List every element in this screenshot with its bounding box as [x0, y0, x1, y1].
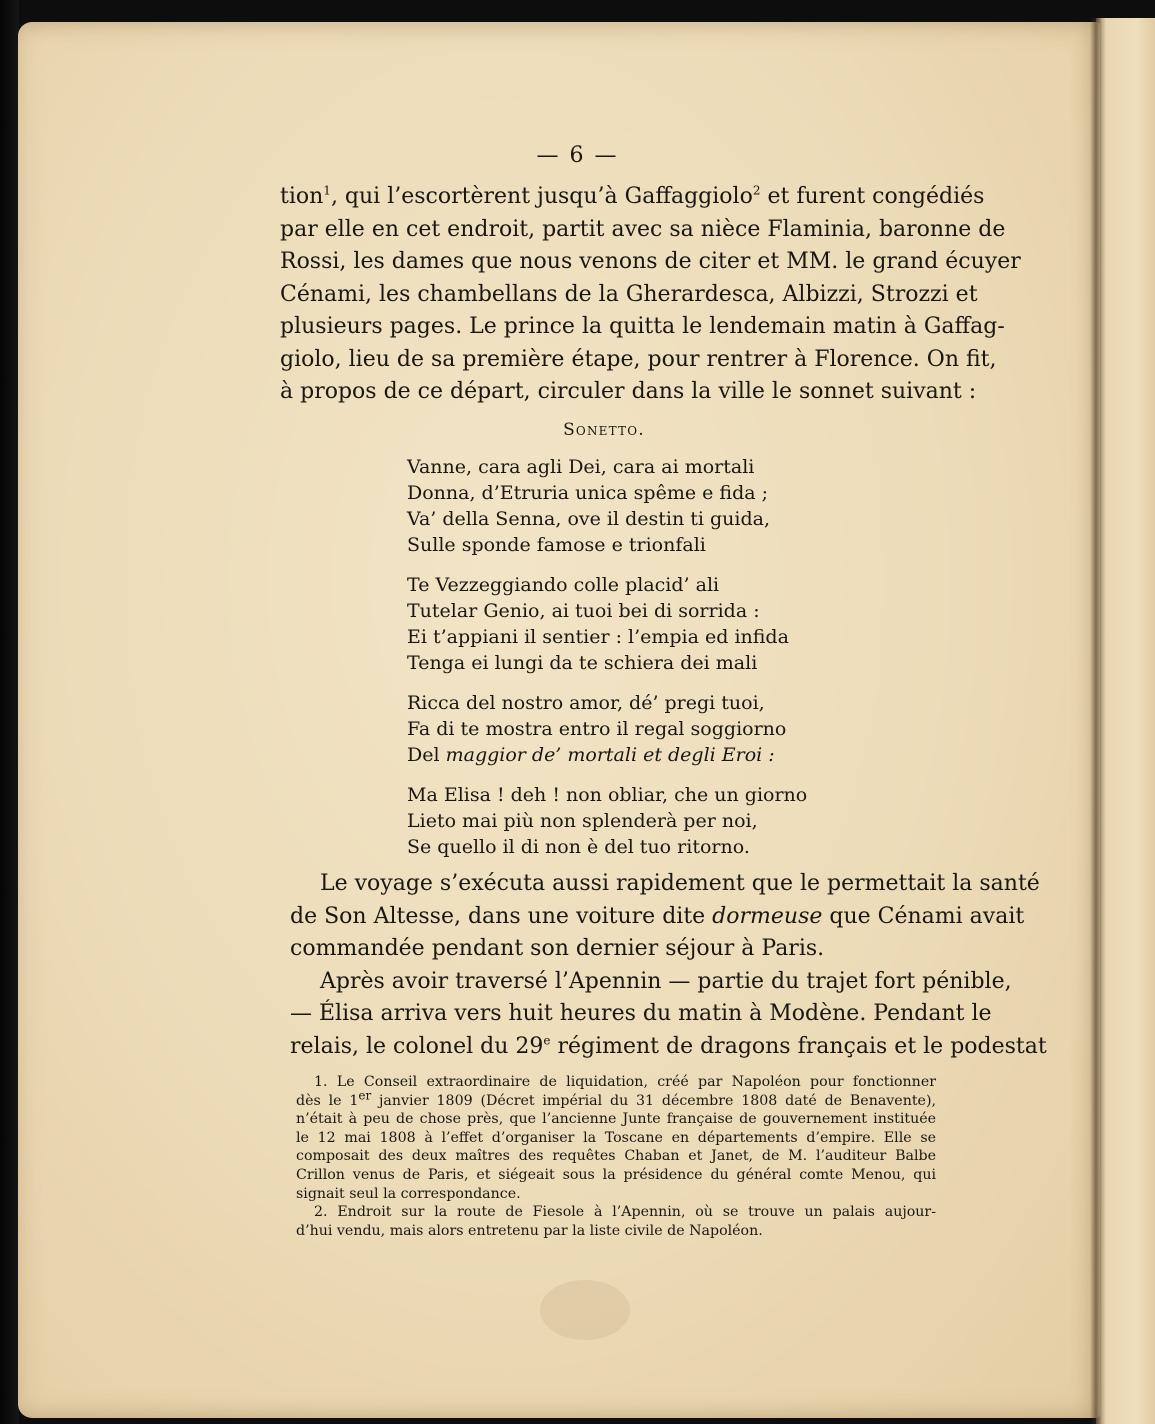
- footnote-ref-2[interactable]: 2: [752, 183, 761, 198]
- text-line: par elle en cet endroit, partit avec sa nièce Flaminia, baronne de: [280, 216, 1006, 242]
- stanza-3: [407, 690, 827, 768]
- italic-term: dormeuse: [712, 903, 823, 929]
- paper-stain: [540, 1280, 630, 1340]
- text-line: Après avoir traversé l’Apennin — partie du trajet fort pénible,: [320, 968, 1012, 994]
- stanza-2: [407, 572, 827, 676]
- text-line: giolo, lieu de sa première étape, pour rentrer à Florence. On fit,: [280, 346, 997, 372]
- footnote-line: signait seul la correspondance.: [296, 1185, 521, 1202]
- footnote-ref-1[interactable]: 1: [323, 183, 331, 198]
- footnotes: [296, 1073, 936, 1240]
- sonnet: [407, 454, 827, 874]
- footnote-line: le 12 mai 1808 à l’effet d’organiser la Toscane en départements d’empire. Elle se: [296, 1129, 936, 1146]
- stanza-1: [407, 454, 827, 558]
- text-line: à propos de ce départ, circuler dans la ville le sonnet suivant :: [280, 379, 977, 404]
- narrative-text: [290, 868, 1047, 1063]
- footnote-line: composait des deux maîtres des requêtes Chaban et Janet, de M. l’auditeur Balbe: [296, 1148, 936, 1165]
- verse-line: Tutelar Genio, ai tuoi bei di sorrida :: [407, 600, 760, 622]
- book-gutter: [1090, 18, 1102, 1424]
- footnote-line: dès le 1er janvier 1809 (Décret impérial du 31 décembre 1808 daté de Benavente),: [296, 1087, 936, 1109]
- verse-line: Fa di te mostra entro il regal soggiorno: [407, 718, 787, 740]
- verse-line: Te Vezzeggiando colle placid’ ali: [407, 574, 720, 596]
- text-line: commandée pendant son dernier séjour à Paris.: [290, 936, 825, 961]
- text-line: tion$^1$, qui l’escortèrent jusqu’à Gaffaggiolo$^2$ et furent congédiés: [280, 183, 985, 209]
- verse-line: Ma Elisa ! deh ! non obliar, che un giorno: [407, 784, 808, 806]
- footnote-line: d’hui vendu, mais alors entretenu par la liste civile de Napoléon.: [296, 1222, 763, 1239]
- verse-line: Sulle sponde famose e trionfali: [407, 534, 706, 556]
- verse-line: Se quello il di non è del tuo ritorno.: [407, 836, 750, 858]
- footnote-line: n’était à peu de chose près, que l’ancienne Junte française de gouvernement instituée: [296, 1111, 936, 1128]
- verse-line: Tenga ei lungi da te schiera dei mali: [407, 652, 758, 674]
- stanza-4: [407, 782, 827, 860]
- text-line: plusieurs pages. Le prince la quitta le lendemain matin à Gaffag-: [280, 314, 1005, 339]
- text-line: Rossi, les dames que nous venons de citer et MM. le grand écuyer: [280, 249, 1021, 274]
- footnote-line: Crillon venus de Paris, et siégeait sous la présidence du général comte Menou, qui: [296, 1166, 936, 1183]
- text-line: relais, le colonel du 29e régiment de dragons français et le podestat: [290, 1033, 1047, 1059]
- verse-line: Vanne, cara agli Dei, cara ai mortali: [407, 456, 755, 478]
- footnote-1: 1. Le Conseil extraordinaire de liquidation, créé par Napoléon pour fonctionner: [314, 1074, 936, 1090]
- facing-page-edge: [1096, 18, 1155, 1424]
- text-line: de Son Altesse, dans une voiture dite dormeuse que Cénami avait: [290, 903, 1025, 929]
- verse-line: Lieto mai più non splenderà per noi,: [407, 810, 758, 832]
- verse-line: Del maggior de’ mortali et degli Eroi :: [407, 744, 775, 766]
- intro-paragraph: [280, 181, 1021, 409]
- verse-line: Va’ della Senna, ove il destin ti guida,: [407, 508, 771, 530]
- verse-line: Ricca del nostro amor, dé’ pregi tuoi,: [407, 692, 765, 714]
- sonnet-title: Sonetto.: [563, 420, 645, 440]
- text-line: Le voyage s’exécuta aussi rapidement que le permettait la santé: [320, 871, 1040, 896]
- verse-line: Donna, d’Etruria unica spême e fida ;: [407, 482, 769, 504]
- verse-line: Ei t’appiani il sentier : l’empia ed infida: [407, 626, 789, 648]
- text-line: Cénami, les chambellans de la Gherardesca, Albizzi, Strozzi et: [280, 281, 978, 307]
- footnote-2: 2. Endroit sur la route de Fiesole à l’Apennin, où se trouve un palais aujour-: [314, 1204, 936, 1221]
- page-number: — 6 —: [536, 143, 619, 168]
- text-line: — Élisa arriva vers huit heures du matin à Modène. Pendant le: [290, 1001, 992, 1026]
